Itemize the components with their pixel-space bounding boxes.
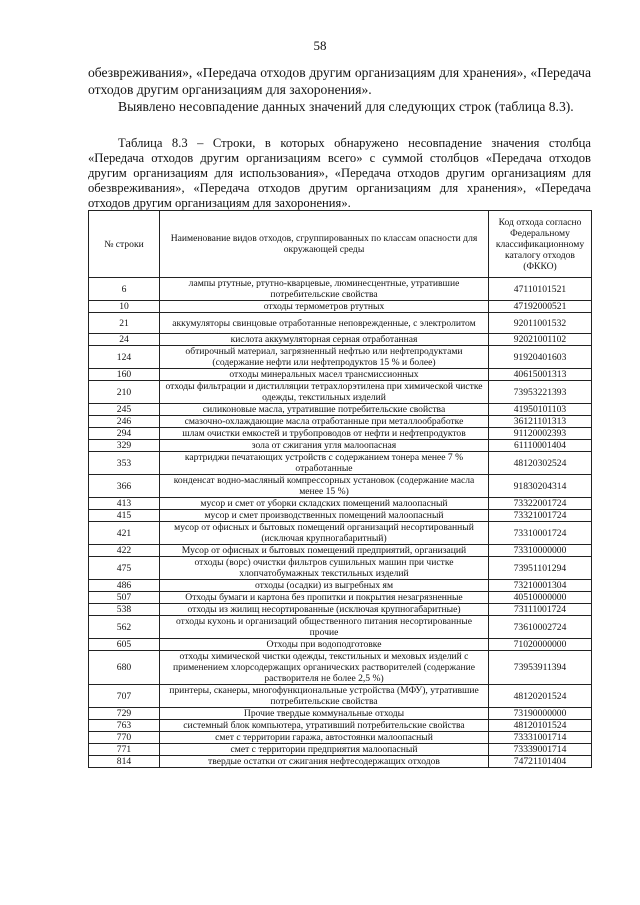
table-row xyxy=(89,685,592,708)
fkko-code-cell: 73321001724 xyxy=(489,510,592,522)
waste-name-cell: принтеры, сканеры, многофункциональные устройства (МФУ), утратившие потребительские свойства xyxy=(160,685,489,708)
paragraph-mismatch-text: Выявлено несовпадение данных значений для следующих строк (таблица 8.3). xyxy=(118,99,574,114)
row-number-cell: 421 xyxy=(89,522,160,545)
table-row xyxy=(89,510,592,522)
waste-name-cell: отходы термометров ртутных xyxy=(160,301,489,313)
waste-name-cell: Прочие твердые коммунальные отходы xyxy=(160,708,489,720)
row-number-cell: 6 xyxy=(89,278,160,301)
waste-name-cell: кислота аккумуляторная серная отработанная xyxy=(160,334,489,346)
fkko-code-cell: 47192000521 xyxy=(489,301,592,313)
table-row xyxy=(89,369,592,381)
row-number-cell: 294 xyxy=(89,428,160,440)
fkko-code-cell: 36121101313 xyxy=(489,416,592,428)
waste-name-cell: мусор и смет от уборки складских помещений малоопасный xyxy=(160,498,489,510)
table-body xyxy=(89,278,592,768)
waste-name-cell: Отходы бумаги и картона без пропитки и покрытия незагрязненные xyxy=(160,592,489,604)
fkko-code-cell: 61110001404 xyxy=(489,440,592,452)
row-number-cell: 763 xyxy=(89,720,160,732)
row-number-cell: 413 xyxy=(89,498,160,510)
fkko-code-cell: 40510000000 xyxy=(489,592,592,604)
table-row xyxy=(89,557,592,580)
waste-name-cell: конденсат водно-масляный компрессорных установок (содержание масла менее 15 %) xyxy=(160,475,489,498)
fkko-code-cell: 73610002724 xyxy=(489,616,592,639)
header-waste-name: Наименование видов отходов, сгруппированных по классам опасности для окружающей среды xyxy=(160,211,489,278)
table-row xyxy=(89,720,592,732)
header-row-number: № строки xyxy=(89,211,160,278)
fkko-code-cell: 73310001724 xyxy=(489,522,592,545)
fkko-code-cell: 73210001304 xyxy=(489,580,592,592)
table-row xyxy=(89,522,592,545)
waste-name-cell: картриджи печатающих устройств с содержанием тонера менее 7 % отработанные xyxy=(160,452,489,475)
waste-name-cell: смет с территории предприятия малоопасный xyxy=(160,744,489,756)
waste-name-cell: силиконовые масла, утратившие потребительские свойства xyxy=(160,404,489,416)
waste-name-cell: отходы из жилищ несортированные (исключая крупногабаритные) xyxy=(160,604,489,616)
page-number: 58 xyxy=(313,38,327,53)
waste-name-cell: Мусор от офисных и бытовых помещений предприятий, организаций xyxy=(160,545,489,557)
table-row xyxy=(89,452,592,475)
table-row xyxy=(89,416,592,428)
table-row xyxy=(89,346,592,369)
table-row xyxy=(89,708,592,720)
waste-name-cell: отходы фильтрации и дистилляции тетрахлорэтилена при химической чистке одежды, текстильных изделий xyxy=(160,381,489,404)
row-number-cell: 10 xyxy=(89,301,160,313)
fkko-code-cell: 73951101294 xyxy=(489,557,592,580)
row-number-cell: 353 xyxy=(89,452,160,475)
table-row xyxy=(89,313,592,334)
fkko-code-cell: 48120101524 xyxy=(489,720,592,732)
table-caption xyxy=(88,136,591,211)
waste-name-cell: смет с территории гаража, автостоянки малоопасный xyxy=(160,732,489,744)
table-row xyxy=(89,616,592,639)
waste-name-cell: отходы (ворс) очистки фильтров сушильных машин при чистке хлопчатобумажных текстильных изделий xyxy=(160,557,489,580)
table-row xyxy=(89,651,592,685)
waste-name-cell: обтирочный материал, загрязненный нефтью или нефтепродуктами (содержание нефти или нефтепродуктов 15 % и более) xyxy=(160,346,489,369)
table-caption-text: Таблица 8.3 – Строки, в которых обнаружено несовпадение значения столбца «Передача отходов другим организациям всего» с суммой столбцов «Передача отходов другим организациям для использования», «Передача отходов другим организациям для обезвреживания», «Передача отходов другим организациям для хранения», «Передача отходов другим организациям для захоронения». xyxy=(88,136,591,210)
table-header-row xyxy=(89,211,592,278)
table-row xyxy=(89,756,592,768)
row-number-cell: 21 xyxy=(89,313,160,334)
row-number-cell: 415 xyxy=(89,510,160,522)
table-row xyxy=(89,334,592,346)
waste-name-cell: зола от сжигания угля малоопасная xyxy=(160,440,489,452)
row-number-cell: 680 xyxy=(89,651,160,685)
fkko-code-cell: 41950101103 xyxy=(489,404,592,416)
waste-name-cell: Отходы при водоподготовке xyxy=(160,639,489,651)
fkko-code-cell: 48120302524 xyxy=(489,452,592,475)
table-row xyxy=(89,639,592,651)
table-row xyxy=(89,428,592,440)
waste-name-cell: мусор от офисных и бытовых помещений организаций несортированный (исключая крупногабаритный) xyxy=(160,522,489,545)
table-row xyxy=(89,381,592,404)
table-row xyxy=(89,604,592,616)
row-number-cell: 507 xyxy=(89,592,160,604)
fkko-code-cell: 47110101521 xyxy=(489,278,592,301)
table-row xyxy=(89,592,592,604)
waste-name-cell: отходы (осадки) из выгребных ям xyxy=(160,580,489,592)
row-number-cell: 366 xyxy=(89,475,160,498)
fkko-code-cell: 73190000000 xyxy=(489,708,592,720)
fkko-code-cell: 73953911394 xyxy=(489,651,592,685)
row-number-cell: 475 xyxy=(89,557,160,580)
fkko-code-cell: 91920401603 xyxy=(489,346,592,369)
waste-name-cell: системный блок компьютера, утративший потребительские свойства xyxy=(160,720,489,732)
row-number-cell: 814 xyxy=(89,756,160,768)
row-number-cell: 245 xyxy=(89,404,160,416)
fkko-code-cell: 73111001724 xyxy=(489,604,592,616)
row-number-cell: 538 xyxy=(89,604,160,616)
waste-name-cell: аккумуляторы свинцовые отработанные неповрежденные, с электролитом xyxy=(160,313,489,334)
fkko-code-cell: 73339001714 xyxy=(489,744,592,756)
waste-name-cell: твердые остатки от сжигания нефтесодержащих отходов xyxy=(160,756,489,768)
waste-name-cell: смазочно-охлаждающие масла отработанные при металлообработке xyxy=(160,416,489,428)
fkko-code-cell: 71020000000 xyxy=(489,639,592,651)
table-row xyxy=(89,744,592,756)
row-number-cell: 422 xyxy=(89,545,160,557)
mismatch-table xyxy=(88,210,592,768)
waste-name-cell: отходы минеральных масел трансмиссионных xyxy=(160,369,489,381)
row-number-cell: 160 xyxy=(89,369,160,381)
table-row xyxy=(89,301,592,313)
table-row xyxy=(89,580,592,592)
fkko-code-cell: 91830204314 xyxy=(489,475,592,498)
header-fkko-code: Код отхода согласно Федеральному классификационному каталогу отходов (ФККО) xyxy=(489,211,592,278)
row-number-cell: 729 xyxy=(89,708,160,720)
row-number-cell: 771 xyxy=(89,744,160,756)
table-row xyxy=(89,732,592,744)
fkko-code-cell: 48120201524 xyxy=(489,685,592,708)
table-row xyxy=(89,440,592,452)
row-number-cell: 210 xyxy=(89,381,160,404)
waste-name-cell: шлам очистки емкостей и трубопроводов от нефти и нефтепродуктов xyxy=(160,428,489,440)
fkko-code-cell: 92021001102 xyxy=(489,334,592,346)
waste-name-cell: отходы химической чистки одежды, текстильных и меховых изделий с применением хлорсодержащих органических растворителей (содержание растворителя не более 2,5 %) xyxy=(160,651,489,685)
row-number-cell: 707 xyxy=(89,685,160,708)
row-number-cell: 124 xyxy=(89,346,160,369)
waste-name-cell: мусор и смет производственных помещений малоопасный xyxy=(160,510,489,522)
table-row xyxy=(89,278,592,301)
fkko-code-cell: 73322001724 xyxy=(489,498,592,510)
row-number-cell: 562 xyxy=(89,616,160,639)
table-row xyxy=(89,404,592,416)
row-number-cell: 605 xyxy=(89,639,160,651)
fkko-code-cell: 73331001714 xyxy=(489,732,592,744)
table-row xyxy=(89,475,592,498)
fkko-code-cell: 92011001532 xyxy=(489,313,592,334)
row-number-cell: 246 xyxy=(89,416,160,428)
waste-name-cell: лампы ртутные, ртутно-кварцевые, люминесцентные, утратившие потребительские свойства xyxy=(160,278,489,301)
fkko-code-cell: 73953221393 xyxy=(489,381,592,404)
paragraph-mismatch-note xyxy=(88,98,591,115)
row-number-cell: 486 xyxy=(89,580,160,592)
fkko-code-cell: 40615001313 xyxy=(489,369,592,381)
table-row xyxy=(89,498,592,510)
fkko-code-cell: 73310000000 xyxy=(489,545,592,557)
waste-name-cell: отходы кухонь и организаций общественного питания несортированные прочие xyxy=(160,616,489,639)
paragraph-continuation: обезвреживания», «Передача отходов другим организациям для хранения», «Передача отходов другим организациям для захоронения». xyxy=(88,65,591,97)
row-number-cell: 24 xyxy=(89,334,160,346)
row-number-cell: 770 xyxy=(89,732,160,744)
fkko-code-cell: 91120002393 xyxy=(489,428,592,440)
fkko-code-cell: 74721101404 xyxy=(489,756,592,768)
row-number-cell: 329 xyxy=(89,440,160,452)
table-row xyxy=(89,545,592,557)
